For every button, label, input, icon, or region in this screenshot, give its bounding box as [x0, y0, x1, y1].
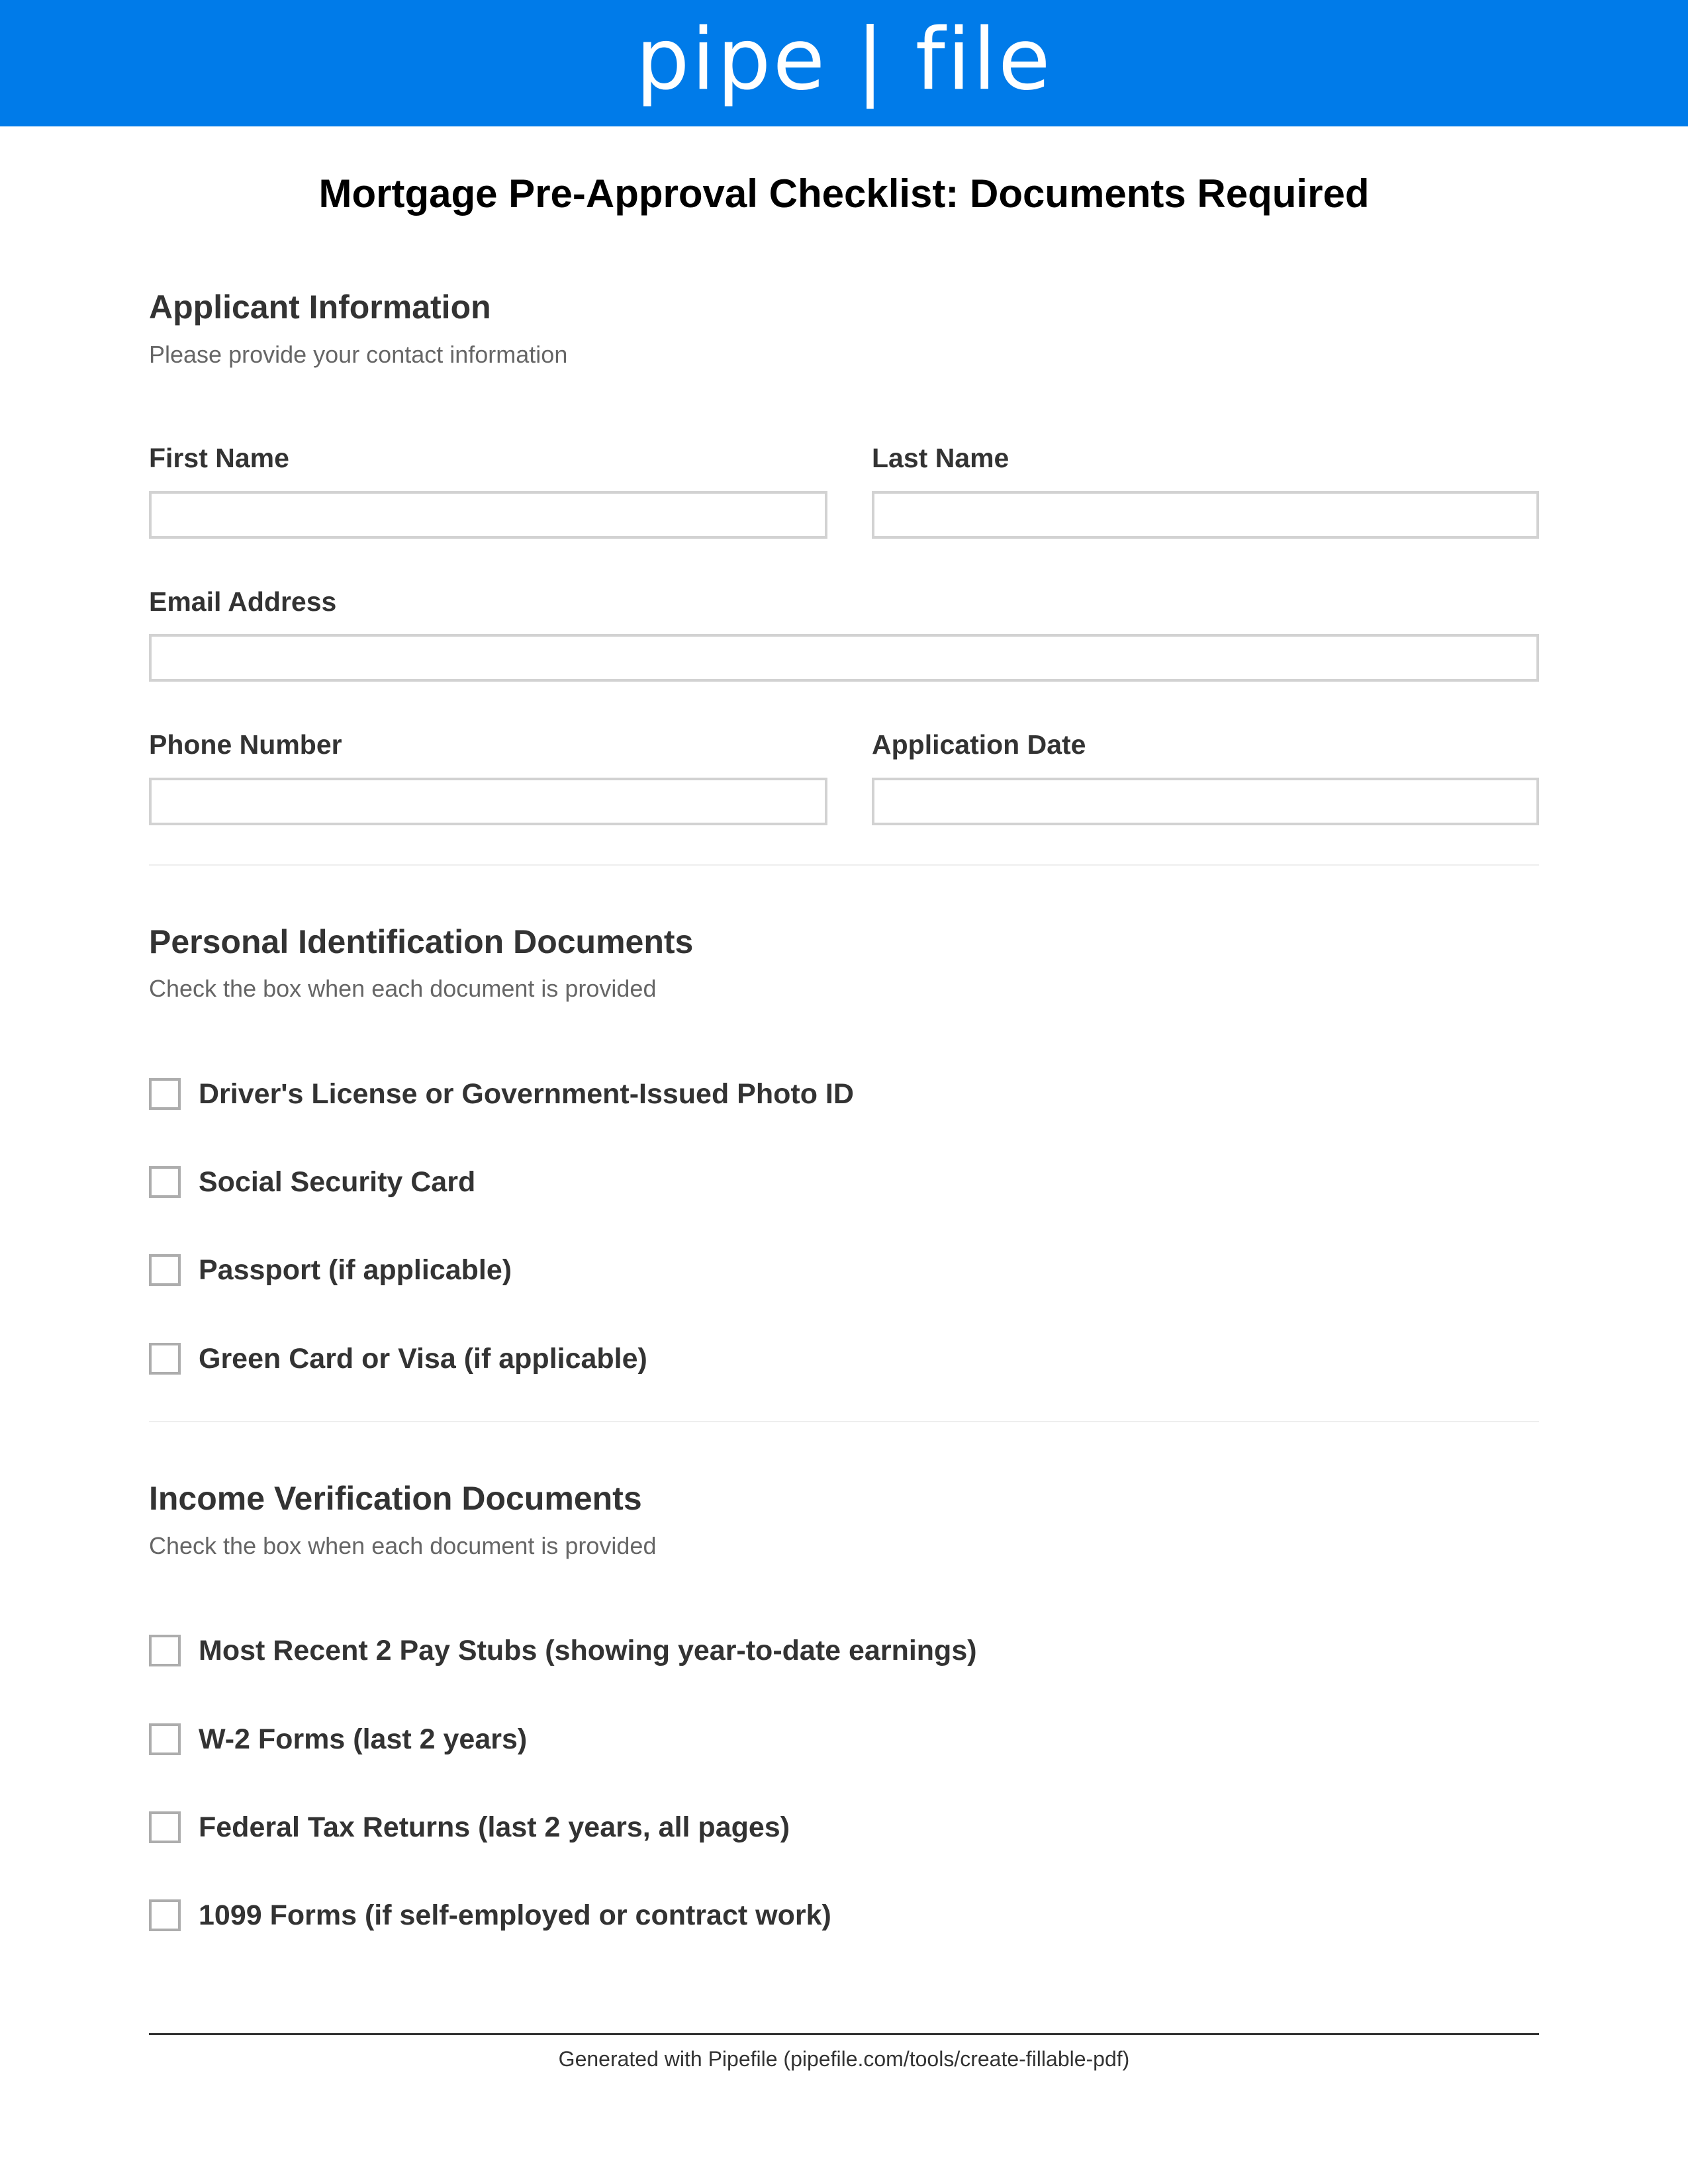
email-address-input[interactable]: [149, 634, 1539, 682]
email-address-label: Email Address: [149, 586, 337, 617]
checklist-item-label: 1099 Forms (if self-employed or contract work): [199, 1899, 831, 1931]
application-date-label: Application Date: [872, 729, 1086, 760]
checkbox[interactable]: [149, 1723, 181, 1755]
section-title-applicant-information: Applicant Information: [149, 289, 491, 326]
checklist-item-label: Federal Tax Returns (last 2 years, all pages): [199, 1811, 790, 1843]
checklist-item-green-card-visa[interactable]: [149, 1342, 647, 1376]
header-banner: [0, 0, 1688, 126]
checklist-item-social-security-card[interactable]: [149, 1165, 475, 1199]
section-subtitle-personal-identification: Check the box when each document is provided: [149, 975, 657, 1002]
phone-number-input[interactable]: [149, 778, 827, 825]
first-name-label: First Name: [149, 443, 289, 473]
checklist-item-label: W-2 Forms (last 2 years): [199, 1723, 528, 1755]
footer-rule: [149, 2033, 1539, 2035]
pipefile-logo: pipe | file: [635, 10, 1053, 109]
checklist-item-label: Driver's License or Government-Issued Photo ID: [199, 1077, 854, 1110]
section-title-income-verification: Income Verification Documents: [149, 1480, 642, 1517]
phone-number-label: Phone Number: [149, 729, 342, 760]
section-subtitle-income-verification: Check the box when each document is provided: [149, 1532, 657, 1559]
last-name-label: Last Name: [872, 443, 1009, 473]
checklist-item-pay-stubs[interactable]: [149, 1633, 977, 1668]
checklist-item-federal-tax-returns[interactable]: [149, 1810, 790, 1844]
checkbox[interactable]: [149, 1811, 181, 1843]
checklist-item-label: Social Security Card: [199, 1165, 476, 1198]
checklist-item-1099-forms[interactable]: [149, 1898, 831, 1933]
checklist-item-label: Green Card or Visa (if applicable): [199, 1342, 647, 1375]
checkbox[interactable]: [149, 1899, 181, 1931]
first-name-input[interactable]: [149, 491, 827, 539]
section-subtitle-applicant-information: Please provide your contact information: [149, 341, 568, 368]
checklist-item-label: Passport (if applicable): [199, 1253, 512, 1286]
checklist-item-passport[interactable]: [149, 1253, 512, 1287]
section-divider: [149, 864, 1539, 866]
checkbox[interactable]: [149, 1343, 181, 1375]
section-title-personal-identification: Personal Identification Documents: [149, 923, 694, 960]
footer-text: Generated with Pipefile (pipefile.com/tools/create-fillable-pdf): [558, 2047, 1130, 2071]
checkbox[interactable]: [149, 1254, 181, 1286]
checkbox[interactable]: [149, 1078, 181, 1110]
application-date-input[interactable]: [872, 778, 1539, 825]
checkbox[interactable]: [149, 1635, 181, 1666]
checklist-item-label: Most Recent 2 Pay Stubs (showing year-to-date earnings): [199, 1634, 977, 1666]
document-title: Mortgage Pre-Approval Checklist: Documents Required: [318, 171, 1370, 216]
checklist-item-w2-forms[interactable]: [149, 1722, 527, 1756]
checklist-item-photo-id[interactable]: [149, 1077, 854, 1111]
section-divider: [149, 1421, 1539, 1422]
last-name-input[interactable]: [872, 491, 1539, 539]
checkbox[interactable]: [149, 1166, 181, 1198]
